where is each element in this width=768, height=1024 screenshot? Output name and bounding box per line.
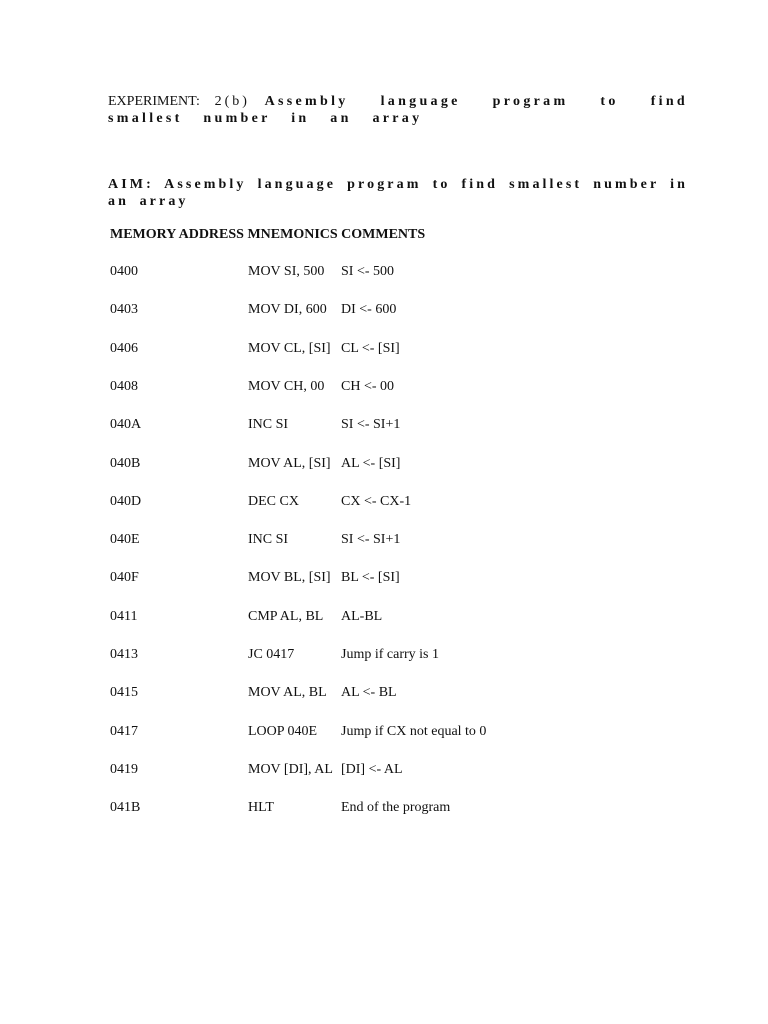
mnemonic-cell: HLT — [248, 800, 274, 815]
memory-address-cell: 0403 — [110, 302, 138, 317]
memory-address-cell: 0411 — [110, 609, 138, 624]
experiment-number: 2(b) — [214, 94, 250, 109]
memory-address-cell: 040A — [110, 417, 142, 432]
mnemonic-cell: INC SI — [248, 532, 289, 547]
comment-cell: SI <- 500 — [341, 264, 395, 279]
memory-address-cell: 041B — [110, 800, 141, 815]
table-row — [0, 341, 768, 359]
table-row — [0, 685, 768, 703]
comment-cell: [DI] <- AL — [341, 762, 403, 777]
table-row — [0, 570, 768, 588]
mnemonic-cell: MOV [DI], AL — [248, 762, 333, 777]
comment-cell: AL <- BL — [341, 685, 397, 700]
memory-address-cell: 040D — [110, 494, 142, 509]
mnemonic-cell: MOV AL, [SI] — [248, 456, 331, 471]
experiment-prefix: EXPERIMENT: — [108, 94, 200, 109]
comment-cell: CL <- [SI] — [341, 341, 400, 356]
table-row — [0, 647, 768, 665]
mnemonic-cell: CMP AL, BL — [248, 609, 324, 624]
comment-cell: SI <- SI+1 — [341, 532, 401, 547]
mnemonic-cell: MOV AL, BL — [248, 685, 327, 700]
table-row — [0, 302, 768, 320]
table-row — [0, 417, 768, 435]
memory-address-cell: 0400 — [110, 264, 138, 279]
mnemonic-cell: DEC CX — [248, 494, 299, 509]
table-header: MEMORY ADDRESS MNEMONICS COMMENTS — [110, 227, 426, 242]
mnemonic-cell: JC 0417 — [248, 647, 295, 662]
comment-cell: AL <- [SI] — [341, 456, 401, 471]
memory-address-cell: 040B — [110, 456, 141, 471]
memory-address-cell: 0415 — [110, 685, 138, 700]
table-row — [0, 609, 768, 627]
mnemonic-cell: LOOP 040E — [248, 724, 318, 739]
comment-cell: Jump if carry is 1 — [341, 647, 439, 662]
memory-address-cell: 0408 — [110, 379, 138, 394]
mnemonic-cell: MOV CL, [SI] — [248, 341, 331, 356]
memory-address-cell: 0406 — [110, 341, 138, 356]
table-row — [0, 494, 768, 512]
comment-cell: CX <- CX-1 — [341, 494, 412, 509]
mnemonic-cell: MOV CH, 00 — [248, 379, 325, 394]
table-row — [0, 379, 768, 397]
mnemonic-cell: INC SI — [248, 417, 289, 432]
table-row — [0, 532, 768, 550]
mnemonic-cell: MOV DI, 600 — [248, 302, 327, 317]
comment-cell: CH <- 00 — [341, 379, 395, 394]
memory-address-cell: 0413 — [110, 647, 138, 662]
table-row — [0, 762, 768, 780]
mnemonic-cell: MOV BL, [SI] — [248, 570, 331, 585]
memory-address-cell: 0417 — [110, 724, 138, 739]
comment-cell: DI <- 600 — [341, 302, 397, 317]
comment-cell: End of the program — [341, 800, 451, 815]
aim-statement: AIM: Assembly language program to find smallest number in an array — [108, 177, 688, 209]
comment-cell: BL <- [SI] — [341, 570, 400, 585]
table-row — [0, 456, 768, 474]
experiment-heading — [108, 93, 688, 127]
table-row — [0, 264, 768, 282]
table-row — [0, 724, 768, 742]
comment-cell: SI <- SI+1 — [341, 417, 401, 432]
comment-cell: AL-BL — [341, 609, 383, 624]
memory-address-cell: 040E — [110, 532, 140, 547]
mnemonic-cell: MOV SI, 500 — [248, 264, 325, 279]
memory-address-cell: 040F — [110, 570, 139, 585]
table-row — [0, 800, 768, 818]
comment-cell: Jump if CX not equal to 0 — [341, 724, 487, 739]
memory-address-cell: 0419 — [110, 762, 138, 777]
experiment-title: Assembly language program to find smallest number in an array — [108, 94, 689, 126]
